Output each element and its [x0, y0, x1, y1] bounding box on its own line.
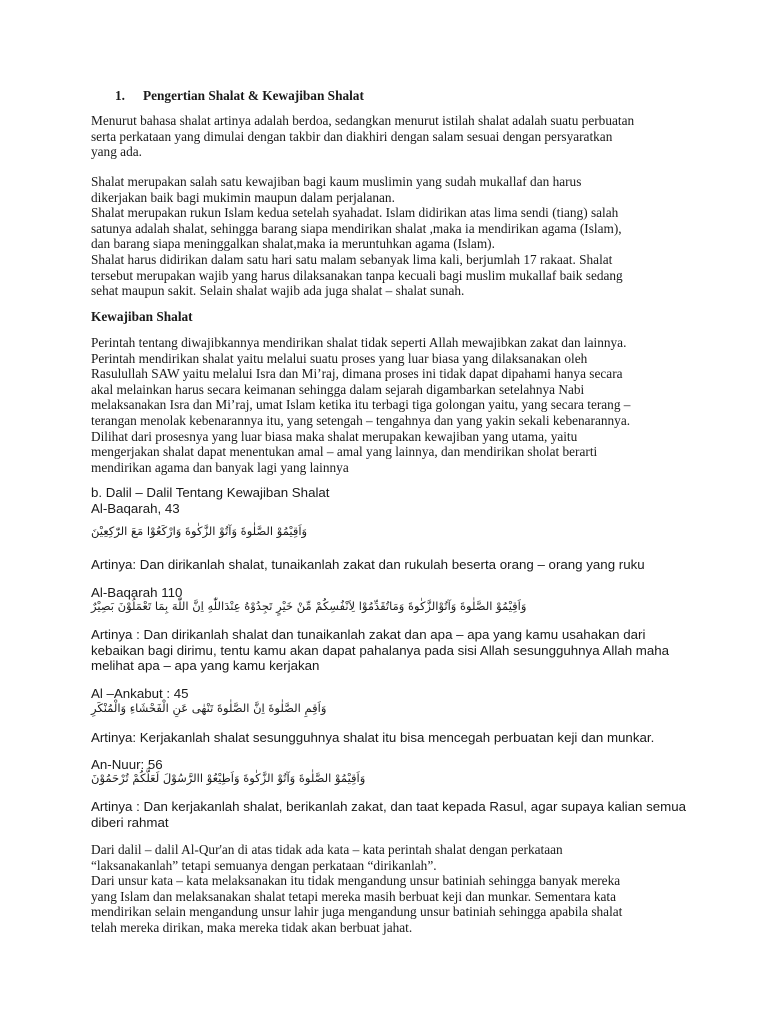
- translation-4: Artinya : Dan kerjakanlah shalat, berikanlah zakat, dan taat kepada Rasul, agar supaya kalian semua diberi rahmat: [91, 799, 687, 830]
- reference-al-baqarah-43: Al-Baqarah, 43: [91, 501, 180, 516]
- arabic-verse-1: وَاَقِيْمُوْ الصَّلٰوةَ وَآتُوْ الزَّكٰوةَ وَارْكَعُوْا مَعَ الرّٰكِعِيْنَ: [91, 524, 308, 538]
- reference-an-nuur-56: An-Nuur: 56: [91, 757, 163, 772]
- translation-1: Artinya: Dan dirikanlah shalat, tunaikanlah zakat dan rukulah beserta orang – orang yang ruku: [91, 557, 645, 572]
- reference-al-baqarah-110: Al-Baqarah 110: [91, 585, 183, 600]
- paragraph-conclusion: Dari dalil – dalil Al-Qur'an di atas tidak ada kata – kata perintah shalat dengan perkataan “laksanakanlah” tetapi semuanya dengan perkataan “dirikanlah”. Dari unsur kata – kata melaksanakan itu tidak mengandung unsur batiniah sehingga banyak mereka yang Islam dan melaksanakan shalat tetapi mereka masih berbuat keji dan munkar. Sementara kata mendirikan selain mengandung unsur lahir juga mengandung unsur batiniah sehingga apabila shalat telah mereka dirikan, maka mereka tidak akan berbuat jahat.: [91, 842, 623, 935]
- section-number: 1.: [115, 88, 125, 103]
- dalil-title: b. Dalil – Dalil Tentang Kewajiban Shalat: [91, 485, 330, 500]
- paragraph-obligation: Shalat merupakan salah satu kewajiban bagi kaum muslimin yang sudah mukallaf dan harus dikerjakan baik bagi mukimin maupun dalam perjalanan. Shalat merupakan rukun Islam kedua setelah syahadat. Islam didirikan atas lima sendi (tiang) salah satunya adalah shalat, sehingga barang siapa mendirikan shalat ,maka ia mendirikan agama (Islam), dan barang siapa meninggalkan shalat,maka ia meruntuhkan agama (Islam). Shalat harus didirikan dalam satu hari satu malam sebanyak lima kali, berjumlah 17 rakaat. Shalat tersebut merupakan wajib yang harus dilaksanakan tanpa kecuali bagi muslim mukallaf baik sedang sehat maupun sakit. Selain shalat wajib ada juga shalat – shalat sunah.: [91, 174, 623, 299]
- translation-3: Artinya: Kerjakanlah shalat sesungguhnya shalat itu bisa mencegah perbuatan keji dan munkar.: [91, 730, 655, 745]
- arabic-verse-2: وَاَقِيْمُوْ الصَّلٰوةَ وَآتُوْالزَّكٰوةَ وَمَاتُقَدِّمُوْا لِاَنْفُسِكُمْ مِّنْ خَيْرٍ تَجِدُوْهُ عِنْدَاللّٰهِ اِنَّ اللّٰهَ بِمَا تَعْمَلُوْنَ بَصِيْرٌ: [91, 599, 527, 613]
- reference-al-ankabut-45: Al –Ankabut : 45: [91, 686, 189, 701]
- paragraph-definition: Menurut bahasa shalat artinya adalah berdoa, sedangkan menurut istilah shalat adalah suatu perbuatan serta perkataan yang dimulai dengan takbir dan diakhiri dengan salam sesuai dengan persyaratkan yang ada.: [91, 113, 635, 160]
- subheading-kewajiban: Kewajiban Shalat: [91, 309, 193, 324]
- section-title: Pengertian Shalat & Kewajiban Shalat: [143, 88, 364, 103]
- arabic-verse-3: وَاَقِمِ الصَّلٰوةَ اِنَّ الصَّلٰوةَ تَنْهٰى عَنِ الْفَحْشَاءِ وَالْمُنْكَرِ: [91, 701, 327, 715]
- arabic-verse-4: وَاَقِيْمُوْ الصَّلٰوةَ وَآتُوْ الزَّكٰوةَ وَاَطِيْعُوْ االرَّسُوْلَ لَعَلَّكُمْ تُرْحَمُوْنَ: [91, 771, 366, 785]
- section-heading: [115, 88, 364, 104]
- translation-2: Artinya : Dan dirikanlah shalat dan tunaikanlah zakat dan apa – apa yang kamu usahakan dari kebaikan bagi dirimu, tentu kamu akan dapat pahalanya pada sisi Allah sesungguhnya Allah maha melihat apa – apa yang kamu kerjakan: [91, 627, 670, 674]
- paragraph-command: Perintah tentang diwajibkannya mendirikan shalat tidak seperti Allah mewajibkan zakat dan lainnya. Perintah mendirikan shalat yaitu melalui suatu proses yang luar biasa yang dilaksanakan oleh Rasulullah SAW yaitu melalui Isra dan Mi’raj, dimana proses ini tidak dapat dipahami hanya secara akal melainkan harus secara keimanan sehingga dalam sejarah digambarkan setelahnya Nabi melaksanakan Isra dan Mi’raj, umat Islam ketika itu terbagi tiga golongan yaitu, yang secara terang – terangan menolak kebenarannya itu, yang setengah – tengahnya dan yang yakin sekali kebenarannya. Dilihat dari prosesnya yang luar biasa maka shalat merupakan kewajiban yang utama, yaitu mengerjakan shalat dapat menentukan amal – amal yang lainnya, dan mendirikan sholat berarti mendirikan agama dan banyak lagi yang lainnya: [91, 335, 631, 475]
